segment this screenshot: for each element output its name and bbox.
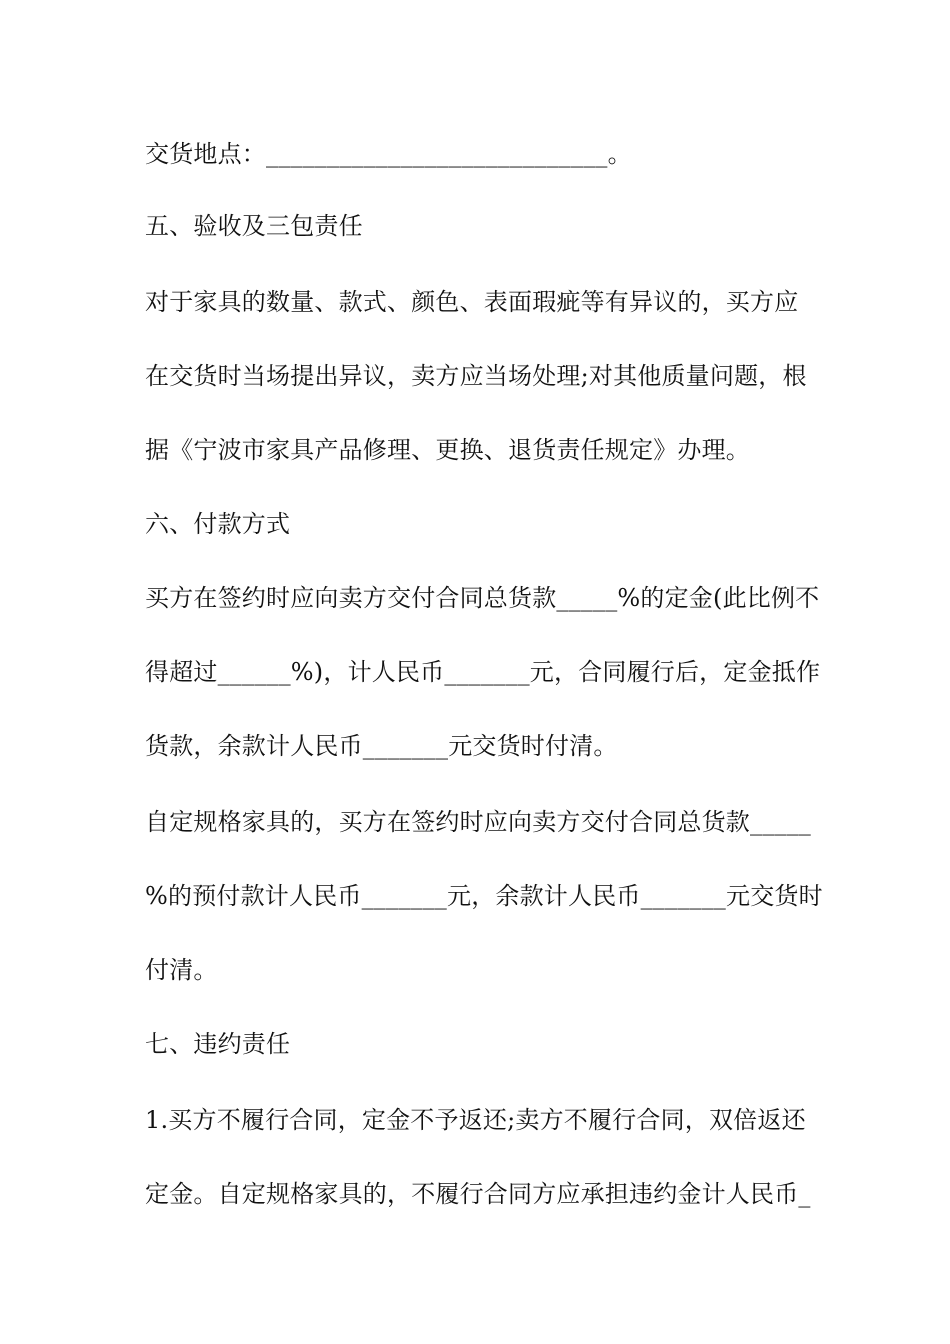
- section-heading-payment: 六、付款方式: [145, 510, 291, 538]
- paragraph-line: 在交货时当场提出异议，卖方应当场处理;对其他质量问题，根: [145, 362, 807, 390]
- paragraph-line: 货款，余款计人民币_______元交货时付清。: [145, 732, 618, 760]
- delivery-location-line: 交货地点：____________________________。: [145, 140, 632, 168]
- paragraph-line: 付清。: [145, 956, 218, 984]
- paragraph-line: 得超过______%)，计人民币_______元，合同履行后，定金抵作: [145, 658, 821, 686]
- paragraph-line: %的预付款计人民币_______元，余款计人民币_______元交货时: [145, 882, 823, 910]
- paragraph-line: 买方在签约时应向卖方交付合同总货款_____%的定金(此比例不: [145, 584, 820, 612]
- paragraph-line: 定金。自定规格家具的，不履行合同方应承担违约金计人民币_: [145, 1180, 811, 1208]
- paragraph-line: 据《宁波市家具产品修理、更换、退货责任规定》办理。: [145, 436, 750, 464]
- paragraph-line: 1.买方不履行合同，定金不予返还;卖方不履行合同，双倍返还: [145, 1106, 806, 1134]
- section-heading-acceptance: 五、验收及三包责任: [145, 212, 363, 240]
- paragraph-line: 对于家具的数量、款式、颜色、表面瑕疵等有异议的，买方应: [145, 288, 799, 316]
- section-heading-liability: 七、违约责任: [145, 1030, 291, 1058]
- paragraph-line: 自定规格家具的，买方在签约时应向卖方交付合同总货款_____: [145, 808, 811, 836]
